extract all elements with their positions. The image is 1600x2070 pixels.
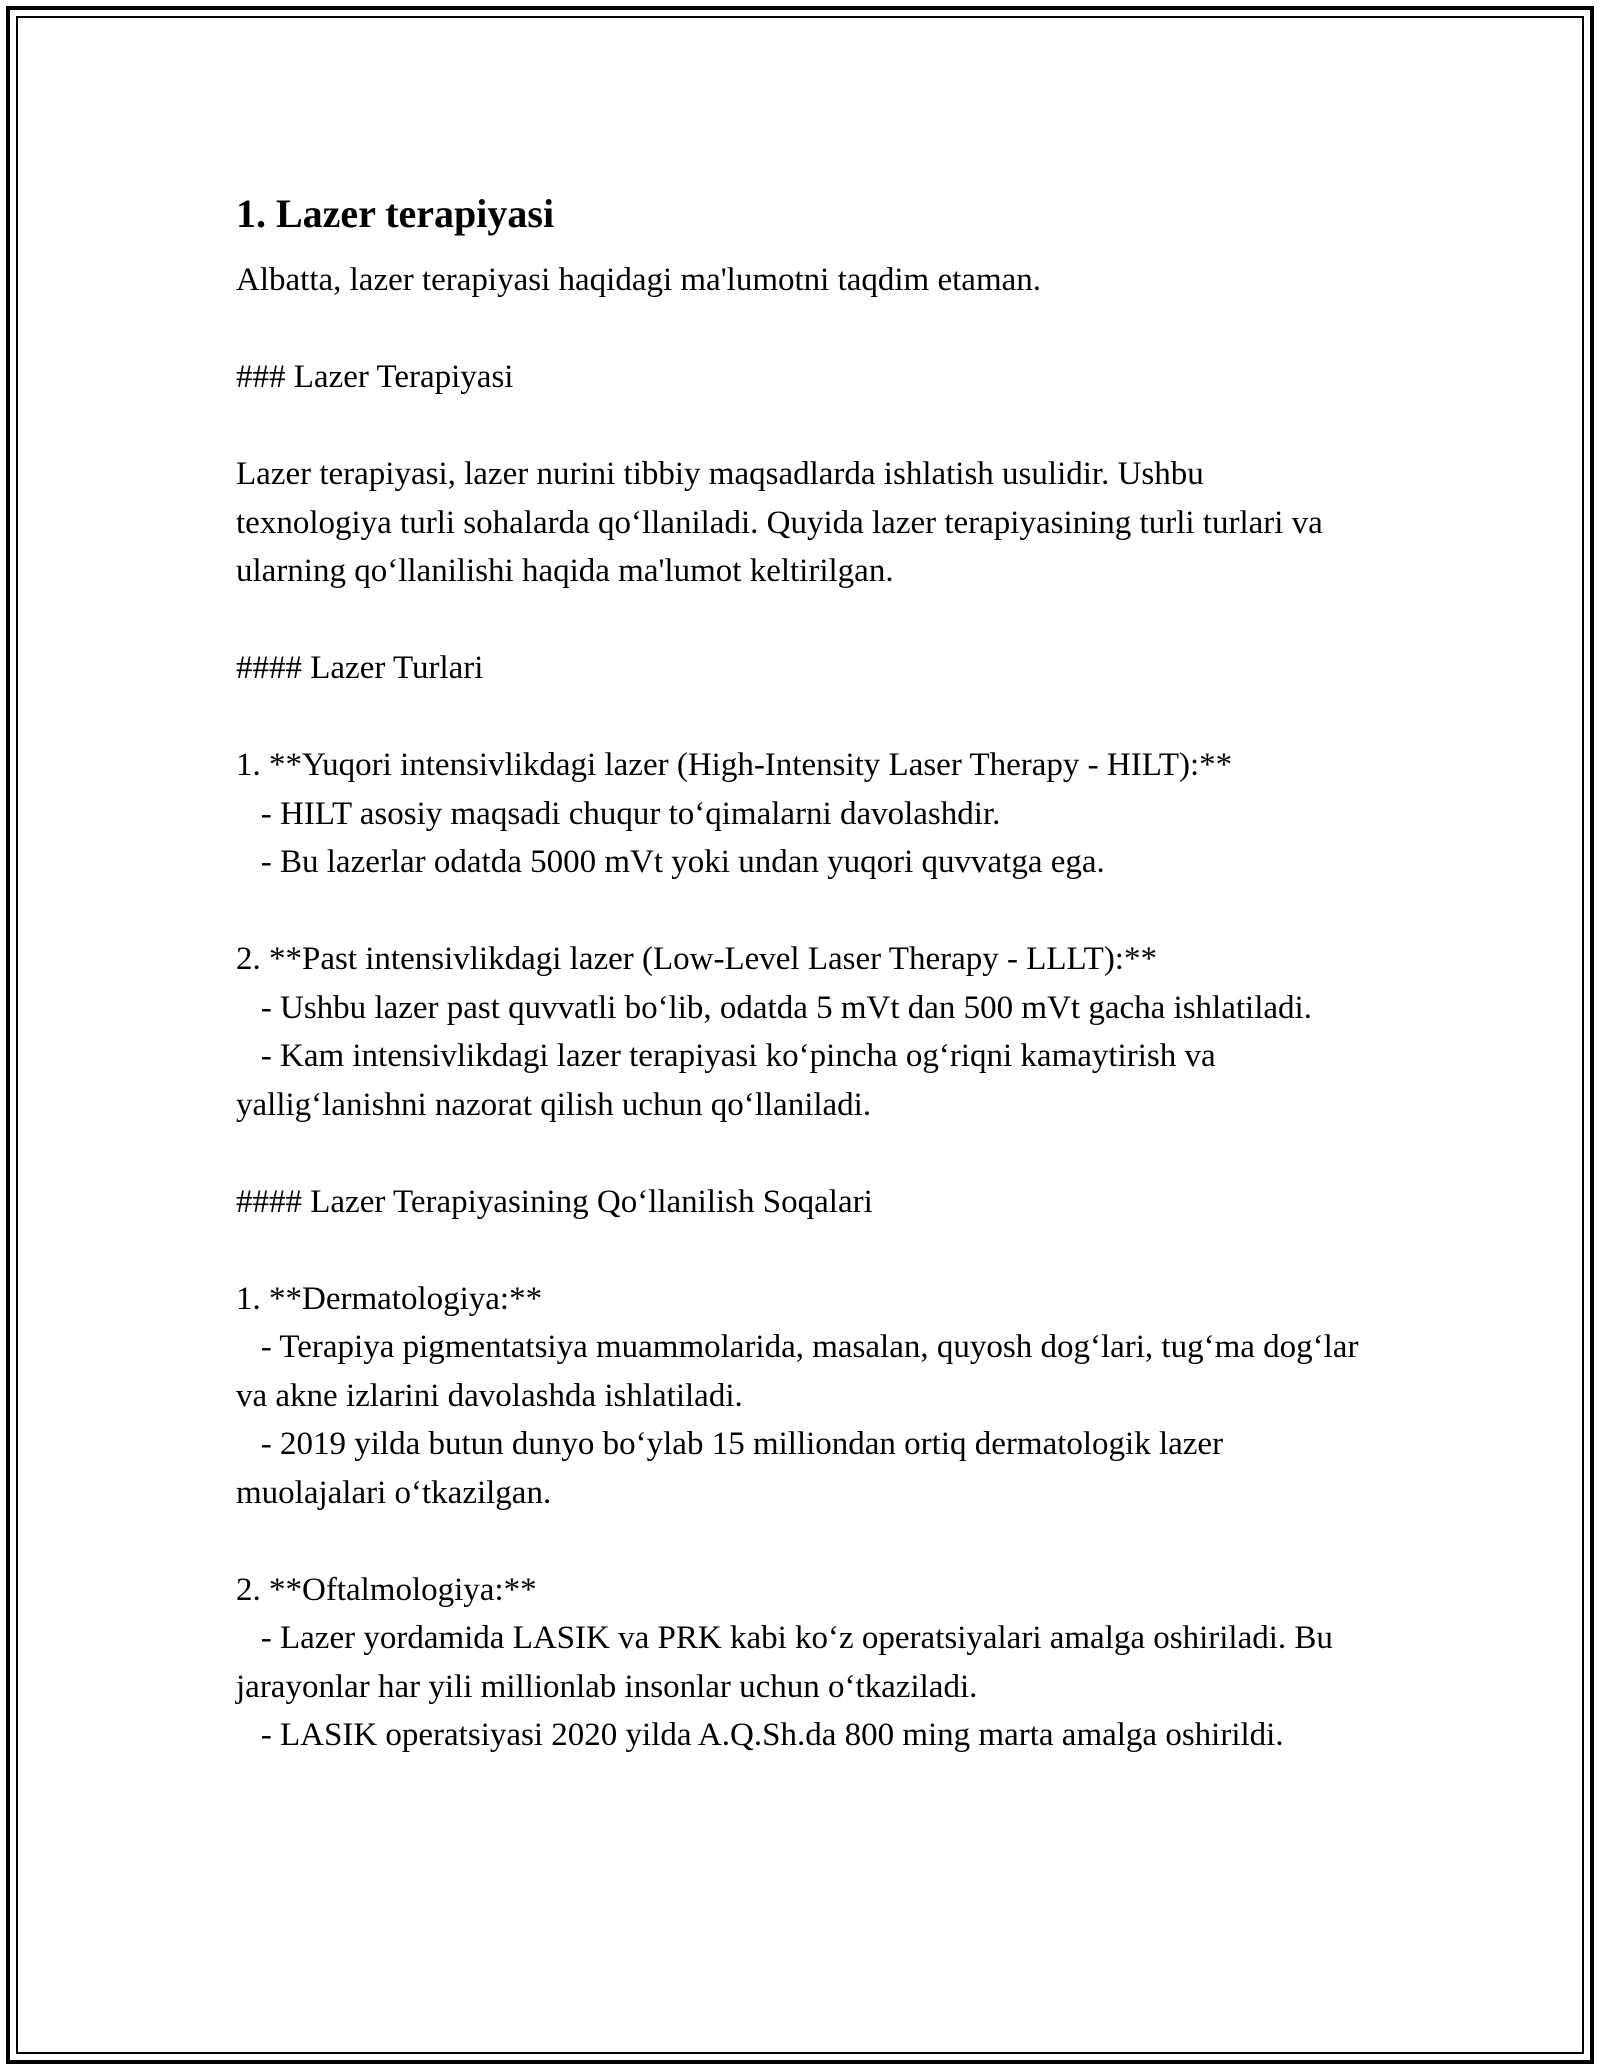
hilt-bullet: - Bu lazerlar odatda 5000 mVt yoki undan yuqori quvvatga ega. xyxy=(236,844,1105,880)
blank-line xyxy=(236,596,1366,645)
intro-paragraph: Albatta, lazer terapiyasi haqidagi ma'lumotni taqdim etaman. xyxy=(236,262,1042,298)
document-body xyxy=(236,186,1366,1760)
section-heading: ### Lazer Terapiyasi xyxy=(236,359,514,395)
blank-line xyxy=(236,1226,1366,1275)
lllt-bullet: - Kam intensivlikdagi lazer terapiyasi ko‘pincha og‘riqni kamaytirish va yallig‘lanishni nazorat qilish uchun qo‘llaniladi. xyxy=(236,1038,1224,1123)
lllt-heading: 2. **Past intensivlikdagi lazer (Low-Level Laser Therapy - LLLT):** xyxy=(236,941,1157,977)
description-paragraph: Lazer terapiyasi, lazer nurini tibbiy maqsadlarda ishlatish usulidir. Ushbu texnologiya turli sohalarda qo‘llaniladi. Quyida lazer terapiyasining turli turlari va ularning qo‘llanilishi haqida ma'lumot keltirilgan. xyxy=(236,456,1332,589)
ophthalmology-heading: 2. **Oftalmologiya:** xyxy=(236,1571,537,1608)
ophthalmology-bullet: - LASIK operatsiyasi 2020 yilda A.Q.Sh.da 800 ming marta amalga oshirildi. xyxy=(236,1717,1284,1753)
hilt-heading: 1. **Yuqori intensivlikdagi lazer (High-Intensity Laser Therapy - HILT):** xyxy=(236,747,1233,783)
blank-line xyxy=(236,1517,1366,1566)
areas-heading: #### Lazer Terapiyasining Qo‘llanilish Soqalari xyxy=(236,1183,873,1220)
blank-line xyxy=(236,305,1366,354)
blank-line xyxy=(236,1129,1366,1178)
dermatology-bullet: - 2019 yilda butun dunyo bo‘ylab 15 milliondan ortiq dermatologik lazer muolajalari o‘tkazilgan. xyxy=(236,1426,1232,1511)
blank-line xyxy=(236,693,1366,742)
dermatology-heading: 1. **Dermatologiya:** xyxy=(236,1280,543,1317)
blank-line xyxy=(236,887,1366,936)
types-heading: #### Lazer Turlari xyxy=(236,650,484,686)
hilt-bullet: - HILT asosiy maqsadi chuqur to‘qimalarni davolashdir. xyxy=(236,795,1001,832)
blank-line xyxy=(236,402,1366,451)
dermatology-bullet: - Terapiya pigmentatsiya muammolarida, masalan, quyosh dog‘lari, tug‘ma dog‘lar va akne izlarini davolashda ishlatiladi. xyxy=(236,1329,1367,1414)
ophthalmology-bullet: - Lazer yordamida LASIK va PRK kabi ko‘z operatsiyalari amalga oshiriladi. Bu jarayonlar har yili millionlab insonlar uchun o‘tkaziladi. xyxy=(236,1620,1342,1705)
document-title: 1. Lazer terapiyasi xyxy=(236,191,555,236)
lllt-bullet: - Ushbu lazer past quvvatli bo‘lib, odatda 5 mVt dan 500 mVt gacha ishlatiladi. xyxy=(236,989,1312,1026)
